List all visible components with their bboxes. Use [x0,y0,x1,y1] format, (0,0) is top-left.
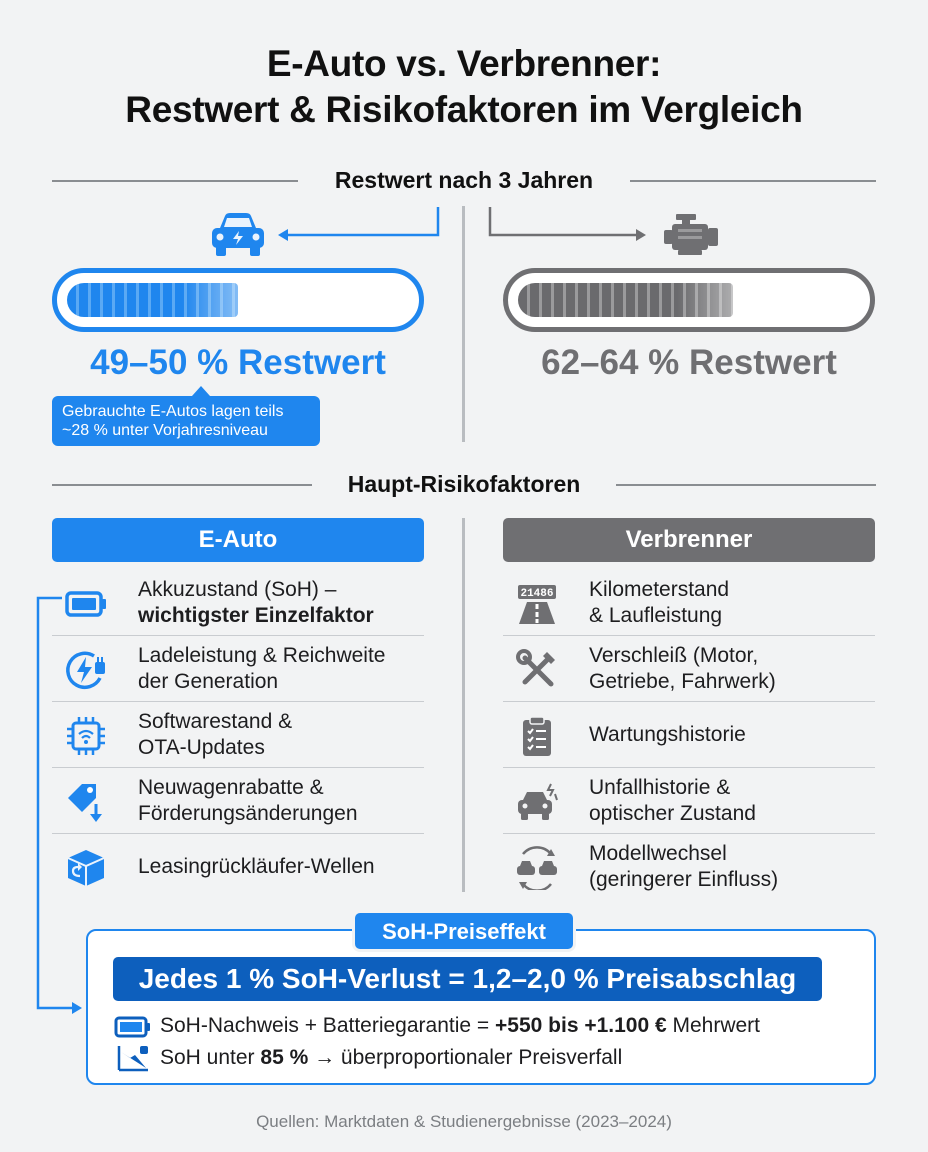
risk-text: (geringerer Einfluss) [589,868,779,891]
soh-detail-text: SoH-Nachweis + Batteriegarantie = [160,1014,496,1037]
risk-text: & Laufleistung [589,604,723,627]
section-restwert-label: Restwert nach 3 Jahren [334,167,594,193]
risk-text: Kilometerstand [589,578,730,601]
soh-detail-line-1 [160,1012,760,1040]
list-item [503,636,875,702]
risk-text: Getriebe, Fahrwerk) [589,670,776,693]
eauto-column-header: E-Auto [52,518,424,562]
wrench-screwdriver-icon [515,648,559,692]
soh-detail-text: Mehrwert [666,1014,761,1037]
divider-top [462,206,465,442]
callout-pointer [192,386,210,396]
clipboard-checklist-icon [515,714,559,758]
risk-text: Förderungsänderungen [138,802,358,825]
soh-main-statement: Jedes 1 % SoH-Verlust = 1,2–2,0 % Preisabschlag [113,957,822,1001]
engine-icon [660,212,722,258]
risk-text-bold: wichtigster Einzelfaktor [138,604,374,627]
list-item [52,834,424,900]
connector-arrows [270,205,660,255]
title-line-2: Restwert & Risikofaktoren im Vergleich [125,89,803,130]
risk-text: der Generation [138,670,279,693]
list-item [503,702,875,768]
soh-detail-bold: +550 bis +1.100 € [495,1014,667,1037]
soh-detail-line-2 [160,1044,622,1072]
car-swap-icon [515,846,559,890]
list-item [503,570,875,636]
soh-detail-text: SoH unter [160,1046,261,1069]
list-item [52,702,424,768]
electric-car-icon [208,210,268,258]
eauto-restwert-value: 49–50 % Restwert [90,343,386,382]
title-line-1: E-Auto vs. Verbrenner: [266,43,662,84]
price-tag-down-icon [64,780,108,824]
section-risiko-label: Haupt-Risikofaktoren [347,471,581,497]
divider-middle [462,518,465,892]
verbrenner-restwert-value: 62–64 % Restwert [541,343,837,382]
source-note: Quellen: Marktdaten & Studienergebnisse (2023–2024) [256,1112,672,1131]
odometer-digits: 21486 [520,588,554,600]
section-risiko-heading [0,469,928,499]
risk-text: OTA-Updates [138,736,265,759]
list-item [52,768,424,834]
eauto-restwert-bar [52,268,424,332]
chip-wifi-icon [64,714,108,758]
verbrenner-restwert-fill [518,283,733,317]
risk-text: Unfallhistorie & [589,776,731,799]
return-box-icon [64,846,108,890]
risk-text: Wartungshistorie [589,723,746,746]
list-item [503,768,875,834]
verbrenner-risk-list [503,570,875,900]
risk-text: Leasingrückläufer-Wellen [138,855,375,878]
section-restwert-heading [0,165,928,195]
callout-line-2: ~28 % unter Vorjahresniveau [62,422,268,439]
verbrenner-restwert-bar [503,268,875,332]
risk-text: Softwarestand & [138,710,293,733]
eauto-risk-list [52,570,424,900]
price-drop-chart-icon [116,1044,150,1072]
callout-line-1: Gebrauchte E-Autos lagen teils [62,403,284,420]
soh-detail-text: → überproportionaler Preisverfall [308,1046,623,1069]
soh-detail-bold: 85 % [260,1046,309,1069]
risk-text: Ladeleistung & Reichweite [138,644,386,667]
list-item [503,834,875,900]
risk-text: Akkuzustand (SoH) – [138,578,337,601]
soh-effect-tag: SoH-Preiseffekt [352,910,576,952]
list-item [52,636,424,702]
charging-plug-icon [64,648,108,692]
eauto-restwert-fill [67,283,238,317]
verbrenner-column-header: Verbrenner [503,518,875,562]
battery-icon [64,582,108,626]
risk-text: optischer Zustand [589,802,756,825]
risk-text: Verschleiß (Motor, [589,644,759,667]
risk-text: Modellwechsel [589,842,727,865]
odometer-road-icon [515,582,559,626]
eauto-callout [52,396,320,446]
risk-text: Neuwagenrabatte & [138,776,324,799]
car-crash-icon [515,780,559,824]
battery-icon [114,1014,152,1040]
list-item [52,570,424,636]
